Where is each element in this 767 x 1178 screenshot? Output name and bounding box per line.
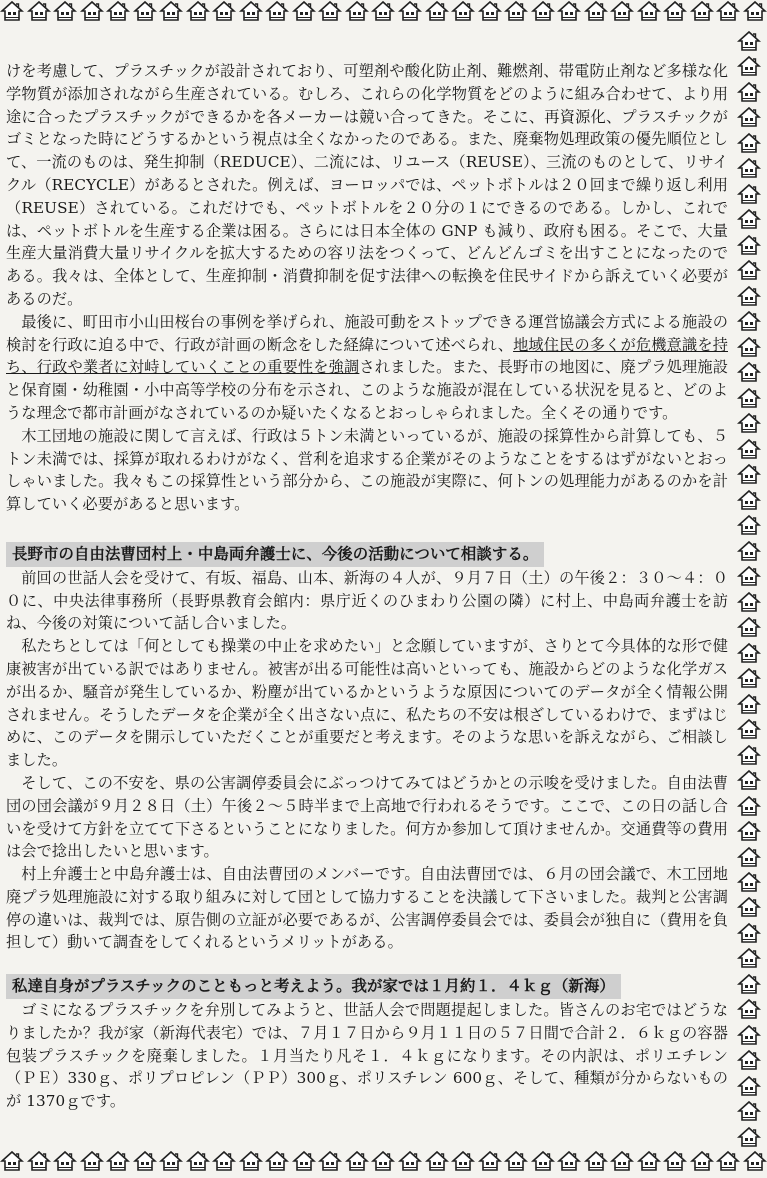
house-icon [292,0,316,26]
house-icon [398,0,422,26]
house-icon [737,973,761,995]
house-icon [737,998,761,1020]
house-icon [451,1150,475,1176]
house-icon [737,208,761,230]
section3-heading: 私達自身がプラスチックのこともっと考えよう。我が家では１月約１．４ｋｇ（新海） [6,974,621,999]
house-icon [0,0,24,26]
house-icon [743,1150,767,1176]
section3-paragraph-1: ゴミになるプラスチックを弁別してみようと、世話人会で問題提起しました。皆さんのお宅ではどうなりましたか？我が家（新海代表宅）では、７月１７日から９月１１日の５７日間で合計２．６ｋｇの容器包装プラスチックを廃棄しました。１月当たり凡そ１．４ｋｇになります。その内訳は、ポリエチレン（ＰＥ）330ｇ、ポリプロピレン（ＰＰ）300ｇ、ポリスチレン 600ｇ、そして、種類が分からないものが 1370ｇです。 [6,1001,728,1111]
house-icon [637,0,661,26]
house-icon [451,0,475,26]
house-icon [663,0,687,26]
house-icon [371,1150,395,1176]
house-icon [737,157,761,179]
house-icon [186,0,210,26]
section2-paragraph-1: 前回の世話人会を受けて、有坂、福島、山本、新海の４人が、９月７日（土）の午後２：３０～４：００に、中央法律事務所（長野県教育会館内：県庁近くのひまわり公園の隣）に村上、中島両弁護士を訪ね、今後の対策について話し合いました。 [6,568,728,633]
house-icon [345,0,369,26]
house-icon [737,642,761,664]
house-icon [159,1150,183,1176]
house-icon [737,1126,761,1148]
house-icon [0,1150,24,1176]
house-icon [318,0,342,26]
top-border [0,0,767,26]
section1-paragraph-2 [6,311,728,425]
house-icon [737,106,761,128]
house-icon [557,0,581,26]
house-icon [27,1150,51,1176]
house-icon [531,0,555,26]
house-icon [478,1150,502,1176]
house-icon [398,1150,422,1176]
house-icon [557,1150,581,1176]
house-icon [584,1150,608,1176]
house-icon [133,0,157,26]
house-icon [637,1150,661,1176]
house-icon [159,0,183,26]
house-icon [737,336,761,358]
section2-paragraph-4: 村上弁護士と中島弁護士は、自由法曹団のメンバーです。自由法曹団では、６月の団会議で、木工団地廃プラ処理施設に対する取り組みに対して団として協力することを決議して下さいました。裁判と公害調停の違いは、裁判では、原告側の立証が必要であるが、公害調停委員会では、委員会が独自に（費用を負担して）動いて調査をしてくれるというメリットがある。 [6,865,728,952]
section1-paragraph-2-start: 最後に、町田市小山田桜台の事例を挙げられ、施設可動をストップできる運営協議会方式による施設の検討を行政に迫る中で、行政が計画の断念をした経緯について述べられ、 [6,312,728,354]
house-icon [531,1150,555,1176]
house-icon [737,285,761,307]
house-icon [737,871,761,893]
house-icon [737,1024,761,1046]
house-icon [737,795,761,817]
house-icon [371,0,395,26]
house-icon [737,310,761,332]
house-icon [690,0,714,26]
house-icon [737,744,761,766]
house-icon [610,1150,634,1176]
house-icon [737,1049,761,1071]
house-icon [504,0,528,26]
house-icon [737,55,761,77]
house-icon [584,0,608,26]
house-icon [737,1075,761,1097]
right-border [734,30,764,1148]
house-icon [737,540,761,562]
house-icon [737,922,761,944]
document-body [6,60,728,1113]
house-icon [690,1150,714,1176]
house-icon [292,1150,316,1176]
house-icon [133,1150,157,1176]
house-icon [53,0,77,26]
house-icon [737,183,761,205]
house-icon [737,846,761,868]
house-icon [737,514,761,536]
house-icon [737,693,761,715]
section1-paragraph-1: けを考慮して、プラスチックが設計されており、可塑剤や酸化防止剤、難燃剤、帯電防止剤など多様な化学物質が添加されながら生産されている。むしろ、これらの化学物質をどのように組み合わせて、より用途に合ったプラスチックができるかを各メーカーは競い合ってきた。そこに、再資源化、プラスチックがゴミとなった時にどうするかという視点は全くなかったのである。また、廃棄物処理政策の優先順位として、一流のものは、発生抑制（REDUCE）、二流には、リユース（REUSE）、三流のものとして、リサイクル（RECYCLE）があるとされた。例えば、ヨーロッパでは、ペットボトルは２０回まで繰り返し利用（REUSE）されている。これだけでも、ペットボトルを２０分の１にできるのである。しかし、これでは、ペットボトルを生産する企業は困る。さらには日本全体の GNP も減り、政府も困る。そこで、大量生産大量消費大量リサイクルを拡大するための容リ法をつくって、どんどんゴミを出すことになったのである。我々は、全体として、生産抑制・消費抑制を促す法律への転換を住民サイドから訴えていく必要があるのだ。 [6,62,728,308]
house-icon [737,489,761,511]
house-icon [737,361,761,383]
house-icon [663,1150,687,1176]
house-icon [106,0,130,26]
section2-heading: 長野市の自由法曹団村上・中島両弁護士に、今後の活動について相談する。 [6,542,544,567]
house-icon [737,591,761,613]
house-icon [345,1150,369,1176]
house-icon [425,0,449,26]
house-icon [737,412,761,434]
house-icon [737,259,761,281]
house-icon [737,463,761,485]
house-icon [27,0,51,26]
house-icon [212,0,236,26]
house-icon [737,132,761,154]
house-icon [737,387,761,409]
house-icon [318,1150,342,1176]
section1-paragraph-2-end: されました。また、長野市の地図に、廃プラ処理施設と保育園・幼稚園・小中高等学校の分布を示され、このような施設が混在している状況を見ると、どのような理念で都市計画がなされているのか疑いたくなるとおっしゃられました。全くその通りです。 [6,358,728,422]
house-icon [425,1150,449,1176]
house-icon [186,1150,210,1176]
house-icon [265,1150,289,1176]
house-icon [106,1150,130,1176]
house-icon [239,0,263,26]
house-icon [737,769,761,791]
house-icon [212,1150,236,1176]
house-icon [504,1150,528,1176]
house-icon [80,0,104,26]
house-icon [737,1100,761,1122]
bottom-border [0,1150,767,1176]
house-icon [737,718,761,740]
house-icon [737,30,761,52]
house-icon [80,1150,104,1176]
house-icon [239,1150,263,1176]
house-icon [737,896,761,918]
section2-paragraph-2: 私たちとしては「何としても操業の中止を求めたい」と念願していますが、さりとて今具体的な形で健康被害が出ている訳ではありません。被害が出る可能性は高いといっても、施設からどのような化学ガスが出るか、騒音が発生しているか、粉塵が出ているかというような原因についてのデータが全く情報公開されません。そうしたデータを企業が全く出さない点に、私たちの不安は根ざしているわけで、まずはじめに、このデータを開示していただくことが重要だと考えます。そのような思いを訴えながら、ご相談しました。 [6,637,728,770]
house-icon [743,0,767,26]
house-icon [737,438,761,460]
house-icon [716,0,740,26]
house-icon [737,565,761,587]
house-icon [478,0,502,26]
house-icon [737,234,761,256]
house-icon [265,0,289,26]
section2-paragraph-3: そして、この不安を、県の公害調停委員会にぶっつけてみてはどうかとの示唆を受けました。自由法曹団の団会議が９月２８日（土）午後２～５時半まで上高地で行われるそうです。ここで、この日の話し合いを受けて方針を立てて下さるということになりました。何方か参加して頂けませんか。交通費等の費用は会で捻出したいと思います。 [6,773,728,861]
house-icon [737,81,761,103]
house-icon [737,616,761,638]
house-icon [53,1150,77,1176]
section1-paragraph-3: 木工団地の施設に関して言えば、行政は５トン未満といっているが、施設の採算性から計算しても、５トン未満では、採算が取れるわけがなく、営利を追求する企業がそのようなことをするはずがないとおっしゃいました。我々もこの採算性という部分から、この施設が実際に、何トンの処理能力があるのかを計算していく必要があると思います。 [6,426,728,514]
house-icon [737,820,761,842]
house-icon [610,0,634,26]
house-icon [716,1150,740,1176]
house-icon [737,947,761,969]
section1-paragraph-2-underlined: 地域住民の多くが危機意識を持ち、行政や業者に対峙していくことの重要性を強調 [6,335,728,377]
house-icon [737,667,761,689]
